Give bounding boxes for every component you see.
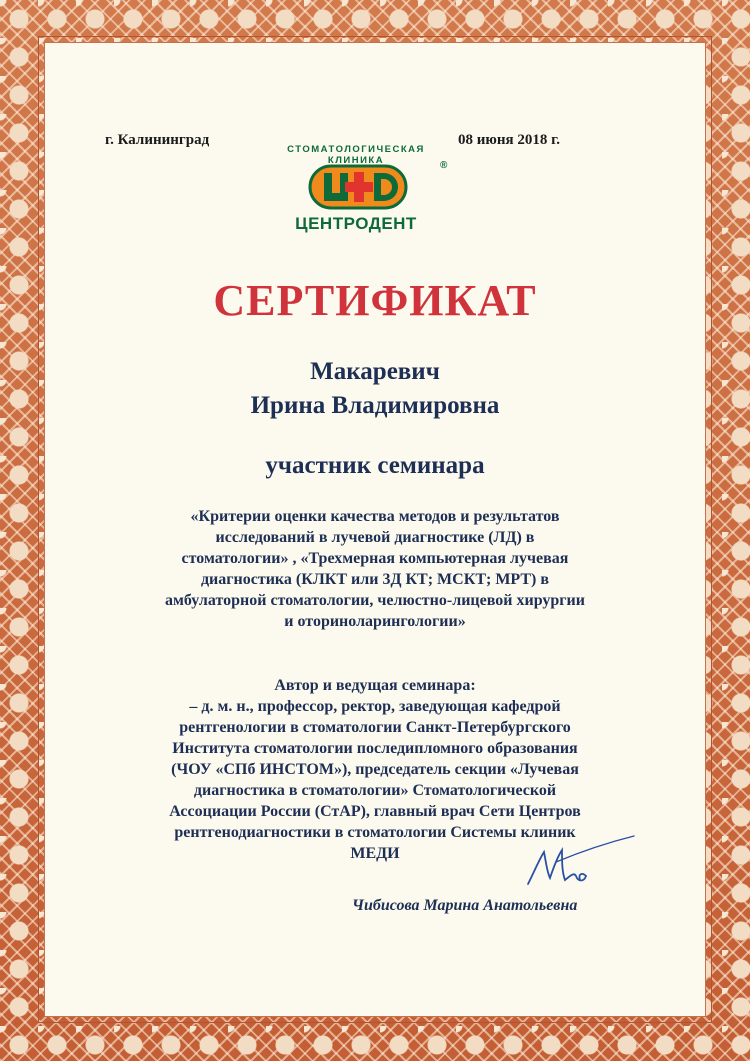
author-line: Автор и ведущая семинара: [274,677,476,694]
author-line: (ЧОУ «СПб ИНСТОМ»), председатель секции «Лучевая [171,761,579,778]
registered-mark: ® [440,160,448,171]
signer-name: Чибисова Марина Анатольевна [352,897,578,914]
city: г. Калининград [105,132,210,148]
logo-brand: ЦЕНТРОДЕНТ [295,214,417,233]
seminar-line: и оториноларингологии» [284,613,466,630]
date: 08 июня 2018 г. [458,132,560,148]
seminar-line: «Критерии оценки качества методов и результатов [190,508,560,525]
seminar-line: стоматологии» , «Трехмерная компьютерная лучевая [181,550,569,567]
author-line: Института стоматологии последипломного образования [172,740,578,757]
author-line: Ассоциации России (СтАР), главный врач Сети Центров [169,803,581,820]
recipient-surname: Макаревич [310,358,440,385]
seminar-line: диагностика (КЛКТ или 3Д КТ; МСКТ; МРТ) в [200,571,550,588]
author-line: рентгенологии в стоматологии Санкт-Петербургского [179,719,571,736]
certificate-title: СЕРТИФИКАТ [213,276,537,325]
logo-top-text: СТОМАТОЛОГИЧЕСКАЯ КЛИНИКА [287,144,425,166]
recipient-given-names: Ирина Владимировна [250,392,500,419]
author-line: МЕДИ [350,845,400,862]
participant-role: участник семинара [265,452,485,479]
logo-mark-icon [308,164,408,210]
handwritten-signature [510,832,640,894]
author-line: диагностика в стоматологии» Стоматологической [193,782,557,799]
author-line: – д. м. н., профессор, ректор, заведующая кафедрой [189,698,561,715]
author-line: рентгенодиагностики в стоматологии Системы клиник [174,824,576,841]
seminar-line: исследований в лучевой диагностике (ЛД) в [215,529,535,546]
seminar-line: амбулаторной стоматологии, челюстно-лицевой хирургии [165,592,585,609]
clinic-logo [266,100,466,240]
